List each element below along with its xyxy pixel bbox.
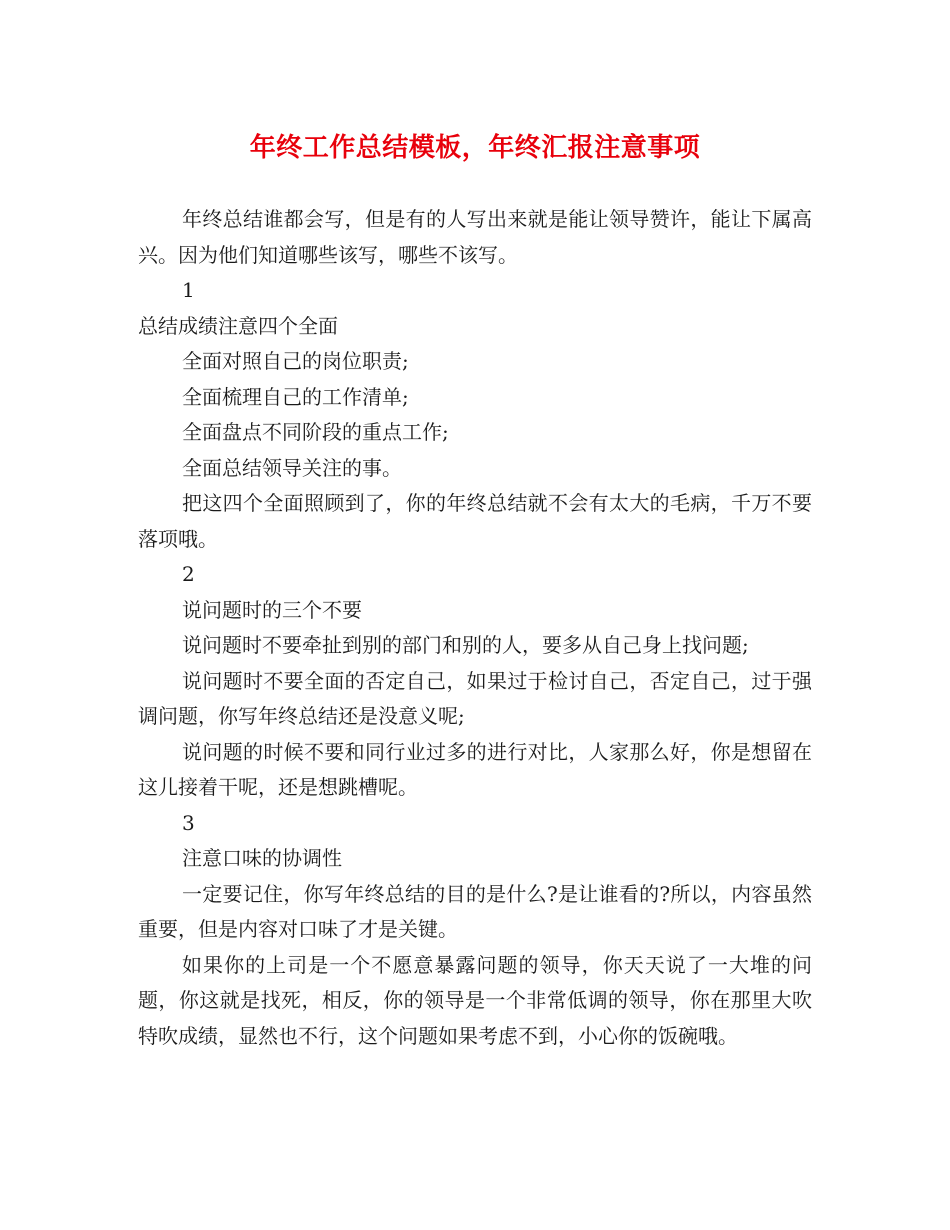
paragraph: 如果你的上司是一个不愿意暴露问题的领导，你天天说了一大堆的问题，你这就是找死，相反，你的领导是一个非常低调的领导，你在那里大吹特吹成绩，显然也不行，这个问题如果考虑不到，小心你的饭碗哦。 bbox=[138, 952, 812, 1048]
document-title: 年终工作总结模板，年终汇报注意事项 bbox=[249, 133, 701, 163]
list-item: 全面对照自己的岗位职责; bbox=[182, 349, 409, 373]
section-heading-2: 说问题时的三个不要 bbox=[182, 597, 362, 622]
paragraph: 一定要记住，你写年终总结的目的是什么?是让谁看的?所以，内容虽然重要，但是内容对口味了才是关键。 bbox=[138, 881, 812, 941]
list-item: 说问题的时候不要和同行业过多的进行对比，人家那么好，你是想留在这儿接着干呢，还是想跳槽呢。 bbox=[138, 739, 812, 799]
list-item: 全面梳理自己的工作清单; bbox=[182, 384, 409, 409]
list-item: 说问题时不要牵扯到别的部门和别的人，要多从自己身上找问题; bbox=[182, 633, 749, 657]
list-item: 说问题时不要全面的否定自己，如果过于检讨自己，否定自己，过于强调问题，你写年终总结还是没意义呢; bbox=[138, 668, 812, 728]
list-item: 全面盘点不同阶段的重点工作; bbox=[182, 420, 449, 444]
paragraph-intro: 年终总结谁都会写，但是有的人写出来就是能让领导赞许，能让下属高兴。因为他们知道哪些该写，哪些不该写。 bbox=[138, 207, 812, 267]
document-body bbox=[138, 202, 812, 1054]
section-number-3: 3 bbox=[182, 810, 195, 835]
section-number-2: 2 bbox=[182, 562, 195, 586]
section-heading-3: 注意口味的协调性 bbox=[182, 846, 342, 870]
section-number-1: 1 bbox=[182, 278, 195, 302]
section-heading-1: 总结成绩注意四个全面 bbox=[138, 313, 338, 338]
list-item: 全面总结领导关注的事。 bbox=[182, 455, 402, 480]
paragraph-section-1-conclusion: 把这四个全面照顾到了，你的年终总结就不会有太大的毛病，千万不要落项哦。 bbox=[138, 491, 812, 551]
